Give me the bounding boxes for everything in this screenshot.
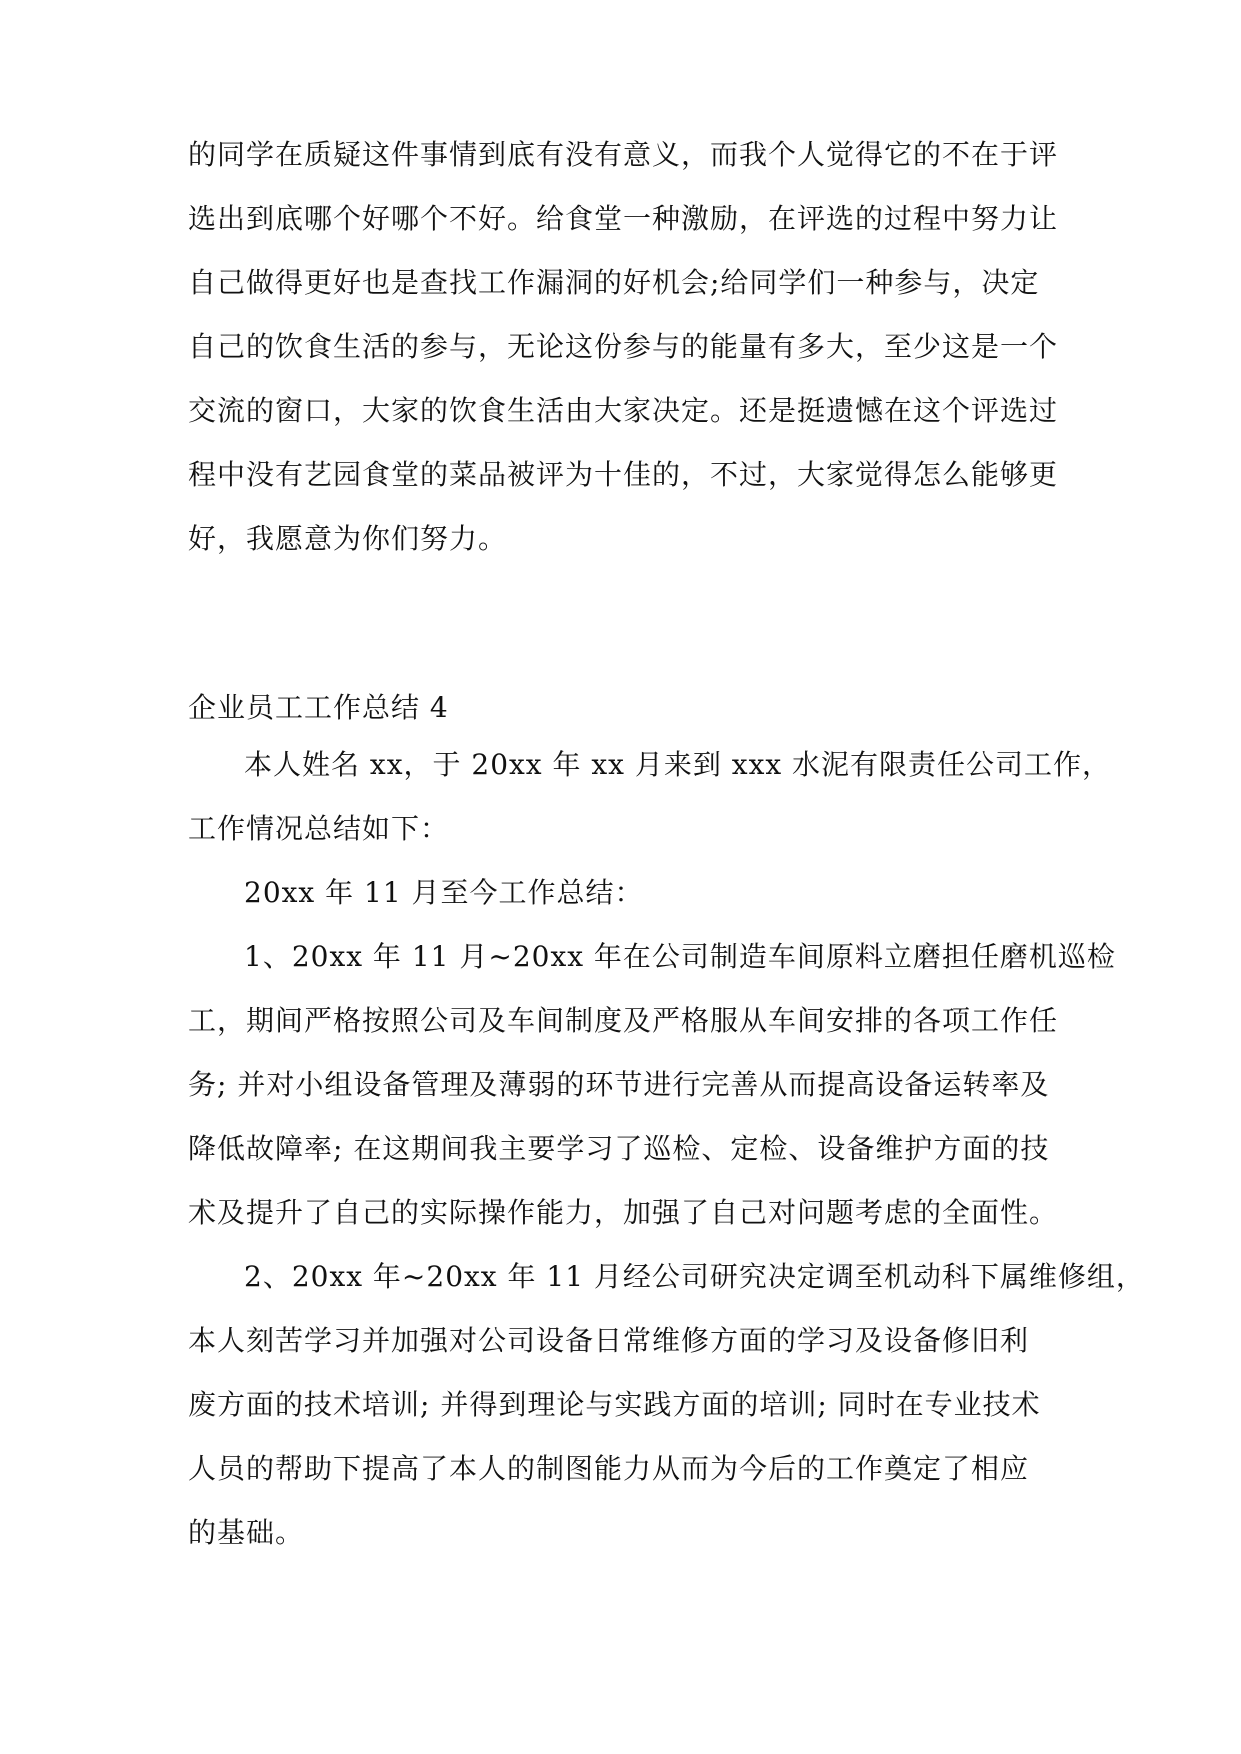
item-2-line: 2、20xx 年~20xx 年 11 月经公司研究决定调至机动科下属维修组， — [244, 1260, 1145, 1293]
paragraph-line: 选出到底哪个好哪个不好。给食堂一种激励，在评选的过程中努力让 — [188, 202, 1059, 235]
subheading: 20xx 年 11 月至今工作总结： — [244, 876, 644, 909]
section-body — [188, 733, 1145, 1565]
item-1-line: 1、20xx 年 11 月~20xx 年在公司制造车间原料立磨担任磨机巡检 — [244, 940, 1116, 973]
item-1-line: 务; 并对小组设备管理及薄弱的环节进行完善从而提高设备运转率及 — [188, 1068, 1050, 1101]
item-1-line: 降低故障率; 在这期间我主要学习了巡检、定检、设备维护方面的技 — [188, 1132, 1050, 1165]
section-title: 企业员工工作总结 4 — [188, 691, 449, 724]
intro-line: 工作情况总结如下： — [188, 812, 450, 845]
item-1-line: 工，期间严格按照公司及车间制度及严格服从车间安排的各项工作任 — [188, 1004, 1059, 1037]
continued-paragraph — [188, 123, 1059, 571]
item-2-line: 废方面的技术培训; 并得到理论与实践方面的培训; 同时在专业技术 — [188, 1388, 1041, 1421]
paragraph-line: 程中没有艺园食堂的菜品被评为十佳的，不过，大家觉得怎么能够更 — [188, 458, 1059, 491]
item-2-line: 的基础。 — [188, 1516, 305, 1549]
paragraph-line: 自己的饮食生活的参与，无论这份参与的能量有多大，至少这是一个 — [188, 330, 1059, 363]
intro-line: 本人姓名 xx，于 20xx 年 xx 月来到 xxx 水泥有限责任公司工作， — [244, 748, 1112, 781]
item-2-line: 本人刻苦学习并加强对公司设备日常维修方面的学习及设备修旧利 — [188, 1324, 1030, 1357]
item-2-line: 人员的帮助下提高了本人的制图能力从而为今后的工作奠定了相应 — [188, 1452, 1030, 1485]
paragraph-line: 的同学在质疑这件事情到底有没有意义，而我个人觉得它的不在于评 — [188, 138, 1059, 171]
paragraph-line: 交流的窗口，大家的饮食生活由大家决定。还是挺遗憾在这个评选过 — [188, 394, 1059, 427]
paragraph-line: 好，我愿意为你们努力。 — [188, 522, 508, 555]
item-1-line: 术及提升了自己的实际操作能力，加强了自己对问题考虑的全面性。 — [188, 1196, 1059, 1229]
paragraph-line: 自己做得更好也是查找工作漏洞的好机会;给同学们一种参与，决定 — [188, 266, 1040, 299]
